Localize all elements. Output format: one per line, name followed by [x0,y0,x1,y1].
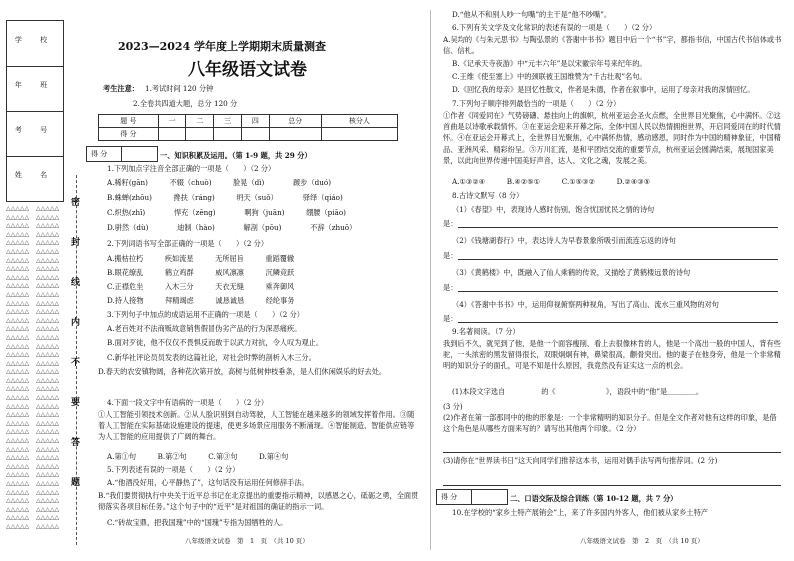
q6-option-c: C.王维《使至塞上》中的颈联被王国维赞为“千古壮观”名句。 [452,72,647,81]
score-cell[interactable] [241,128,269,141]
q1-option-c: C.炽热(zhī) 悍充（zēng) 啊狗（juān) 绷腰（piāo) [107,208,346,217]
note-time: 1.考试时间 120 分钟 [145,84,214,93]
q1-option-b: B.蛛蝉(zhōu) 搀扶（ráng) 坍天（suǒ） 驿绎（qiáo) [107,193,343,202]
q9-passage: 我到后不久，就见到了他，是他一个面容瘦削、看上去很像林肯的人，他是一个高出一般的中国人，背有些驼，一头浓密的黑发留得很长，双眼炯炯有神，鼻梁很高，颧骨突出。他的妻子在他身旁，他是一个非常精明的知识分子的面孔，可是不知是什么原因，我竟然没有证实这一点的机会。 [443,339,781,371]
q2-option-a: A.搬枯拉朽 疾如流星 无所屈旨 重蹈覆辙 [107,254,295,263]
score-header-cell: 核分人 [321,115,397,128]
q9-sub-1-score: (3 分) [443,402,463,411]
q4-options: A.第①句 B.第②句 C.第③句 D.第④句 [107,452,289,461]
q5-option-c: C.“砖故宝鼎，把我国瑰”中的“国瑰”专指为国牺牲的人。 [107,518,288,527]
section2-score-box[interactable]: 得 分 [436,489,508,505]
score-cell[interactable] [321,128,397,141]
q7-stem: 7.下列句子顺序排列最恰当的一项是（ ）（2 分） [452,99,621,108]
q8-item-3: （3）《黄鹤楼》中，既融入了仙人乘鹤的传说，又描绘了黄鹤楼远景的诗句 [452,268,691,277]
q8-item-1: （1）《春望》中，表现诗人感时伤别，饱含忧国忧民之情的诗句 [452,205,655,214]
score-cell[interactable] [269,128,321,141]
q8-item-2: （2）《钱塘湖春行》中，表达诗人为早春景象所吸引而流连忘返的诗句 [452,236,676,245]
notes-label: 考生注意： [103,84,139,93]
q8-item-4: （4）《答谢中书书》中，运用仰视俯察两种视角，写出了高山、流水三重风物的对句 [452,300,719,309]
q3-option-a: A.老百姓对不法商贩故意销售假冒伪劣产品的行为深恶痛疾。 [107,324,302,333]
q6-stem: 6.下列有关文学及文化常识的表述有误的一项是（ ）（2 分） [452,23,657,32]
q4-passage: ①人工智能引领技术创新。②从人脸识别到自动驾驶，人工智能在越来越多的领域发挥着作用。③随着人工智能在实际基础设施建设的提速，使更多场景应用服务不断涌现。④智能制造、智能供应链等为人工智能的应用提供了广阔的舞台。 [98,410,415,442]
score-header-cell: 总分 [269,115,321,128]
q8-stem: 8.古诗文默写（8 分） [452,191,524,200]
q5-stem: 5.下列表述有误的一项是（ ）（2 分） [107,465,240,474]
score-header-cell: 三 [214,115,242,128]
section2-heading: 二、口语交际及综合训练（第 10-12 题，共 7 分） [510,494,678,503]
q2-option-b: B.眼花缭乱 鹤立鸡群 威风凛凛 沉鳞竞跃 [107,268,295,277]
q4-stem: 4.下面一段文字中有语病的一项是（ ）（2 分） [107,398,269,407]
school-field[interactable]: 学 校 [7,21,63,67]
q9-sub-1: (1)本段文字选自 的《 》，语段中的“他”是＿＿＿＿。 [452,387,704,396]
q8-item-4-prefix: 是： [443,314,458,323]
answer-line[interactable] [458,291,778,292]
q3-option-c: C.新华社评论员员发表的这篇社论，对社会时弊的剖析入木三分。 [107,353,316,362]
answer-line[interactable] [458,259,778,260]
q3-option-b: B.面对歹徒，他不仅仅不畏惧反而敢于以武力对抗，令人叹为观止。 [107,338,324,347]
score-row-label: 得 分 [99,128,159,141]
exam-title: 2023—2024 学年度上学期期末质量测查 [118,40,327,53]
score-header-cell: 一 [158,115,186,128]
page-divider [430,10,431,550]
page1-footer: 八年级语文试卷 第 1 页 （共 10 页） [185,537,309,545]
q8-item-3-prefix: 是： [443,283,458,292]
score-header-cell: 四 [241,115,269,128]
q2-stem: 2.下列词语书写全部正确的一项是（ ）（2 分） [107,239,269,248]
answer-line[interactable] [458,227,778,228]
q5-option-d: D.“他从不和别人吵一句嘴”的主干是“他不吵嘴”。 [452,10,612,19]
q6-option-d: D.《回忆我的母亲》是回忆性散文，作者是朱德，作者在叙事中，运用了母亲对我的深情回忆。 [452,85,755,94]
score-header-cell: 题 号 [99,115,159,128]
q5-option-a: A.“他酒没好用，心平静热了”，这句话没有运用任何修辞手法。 [107,478,309,487]
seal-char: 密 [71,198,81,208]
answer-line[interactable] [458,322,778,323]
score-cell[interactable] [214,128,242,141]
score-cell[interactable] [158,128,186,141]
q2-option-d: D.持人接物 拜精竭虑 诚恳诚恳 经纶事务 [107,296,295,305]
seal-char: 不 [71,358,81,368]
seal-char: 线 [71,278,81,288]
class-field[interactable]: 年 班 [7,66,63,112]
score-table [98,114,398,141]
seal-char: 封 [71,238,81,248]
student-info-strip [6,20,64,202]
score-header-cell: 二 [186,115,214,128]
q9-sub-2: (2)作者在第一部那同中的他的形象是：一个非常精明的知识分子。但是全文作者对他有这样的印象，是借这个角色是从哪些方面来写的？请写出其他两个印象。（2 分） [443,413,777,434]
q7-passage: ①作者《同爱同在》气势磅礴、悬挂向上的旗帜，杭州亚运会圣火点燃，全世界目光聚焦，心中满怀。②这首曲是以诗歌承载情怀。③在亚运会迎来开幕之际，全体中国人民以热情拥抱世界，开启同爱同在的时代情怀。④在亚运会开幕式上，全世界目光聚焦，心中满怀热情，感动感恩，同时作为中国的精神象征，中国精品、亚洲风采、精彩纷呈。⑤万川汇流，是和平团结交流的重要节点，杭州亚运会圆满结束，展现国家美景，以此向世界传递中国美好声音，达人、文化之魂，发展之美。 [443,111,781,165]
seal-char: 答 [71,438,81,448]
q6-option-a: A.吴均的《与朱元思书》与陶弘景的《答谢中书书》题目中后一个“书”字，都指书信，中国古代书信体或书信、信札。 [443,35,782,56]
q9-sub-3: (3)请你在“世界读书日”这天向同学们推荐这本书，运用对偶手法写两句推荐词。(2 分) [443,456,718,465]
note-total: 2.全卷共四道大题，总分 120 分 [133,99,238,108]
q8-item-1-prefix: 是： [443,219,458,228]
paper-title: 八年级语文试卷 [188,60,307,80]
q1-option-d: D.骈然（dù) 迪制（hào) 解剖（pōu) 不辞（zhuō） [107,223,357,232]
triangle-border-left: △△△△△ △△△△△ △△△△△ △△△△△ △△△△△ △△△△△ △△△△△ △△△△△ △△△△△ △△△△△ △△△△△ △△△△△ △△△△△ △△△△△ △△△△△ △△△△△ △△△△△ △△△△△ △△△△△ △△△△△ △△△△△ △△△△△ △△△△△ △△△△△ △△△△△ △△△△△ △△△△△ △△△△△ △△△△△ △△△△△ △△△△△ △△△△△ △△△△△ △△△△△ △△△△△ △△△△△ △△△△△ △△△△△ [6,205,30,530]
q1-option-a: A.稀籽(gān) 不辍（chuò) 脸晃（dì) 踱步（duó) [107,178,332,187]
seal-char: 要 [71,398,81,408]
q3-stem: 3.下列句子中加点的成语运用不正确的一项是（ ）（2 分） [107,310,304,319]
q8-item-2-prefix: 是： [443,251,458,260]
q3-option-d: D.春天的农安镇物阔，各种花次第开放，高树与低树伸枝垂条，是人们休闲娱乐的好去处。 [98,367,387,376]
answer-line[interactable] [443,452,781,453]
q7-options: A.①③②④ B.④②⑤① C.①⑤③② D.②④③⑤ [452,177,651,186]
q2-option-c: C.正襟危坐 入木三分 天衣无缝 乘奔御风 [107,282,295,291]
exam-number-field[interactable]: 考 号 [7,111,63,157]
answer-line[interactable] [443,485,781,486]
name-field[interactable]: 姓 名 [14,171,56,179]
q6-option-b: B.《记承天寺夜游》中“元丰六年”是以宋徽宗年号来纪年的。 [452,59,647,68]
q1-stem: 1.下列加点字注音全部正确的一项是（ ）（2 分） [107,164,276,173]
seal-char: 题 [71,478,81,488]
section1-score-box[interactable]: 得 分 [86,146,158,162]
q9-stem: 9.名著阅读。（7 分） [452,327,520,336]
q10-stem: 10.在学校的“家乡土特产展销会”上，来了许多国内外客人，他们被从家乡土特产 [452,508,708,517]
q5-option-b: B.“我们要贯彻执行中央关于近平总书记在北京提出的重要指示精神，以感恩之心，砥砺之勇，全面贯彻落实各项目标任务。”这个句子中的“近平”是对祖国的确证的指示一词。 [98,491,419,512]
page2-footer: 八年级语文试卷 第 2 页 （共 10 页） [580,537,704,545]
triangle-border-right: △△△△△ △△△△△ △△△△△ △△△△△ △△△△△ △△△△△ △△△△△ △△△△△ △△△△△ △△△△△ △△△△△ △△△△△ △△△△△ △△△△△ △△△△△ △△△△△ △△△△△ △△△△△ △△△△△ △△△△△ △△△△△ △△△△△ △△△△△ △△△△△ △△△△△ △△△△△ △△△△△ △△△△△ △△△△△ △△△△△ △△△△△ △△△△△ △△△△△ △△△△△ △△△△△ △△△△△ △△△△△ △△△△△ [36,205,60,530]
score-cell[interactable] [186,128,214,141]
seal-char: 内 [71,318,81,328]
section1-heading: 一、知识积累及运用。（第 1-9 题，共 29 分） [160,151,312,160]
